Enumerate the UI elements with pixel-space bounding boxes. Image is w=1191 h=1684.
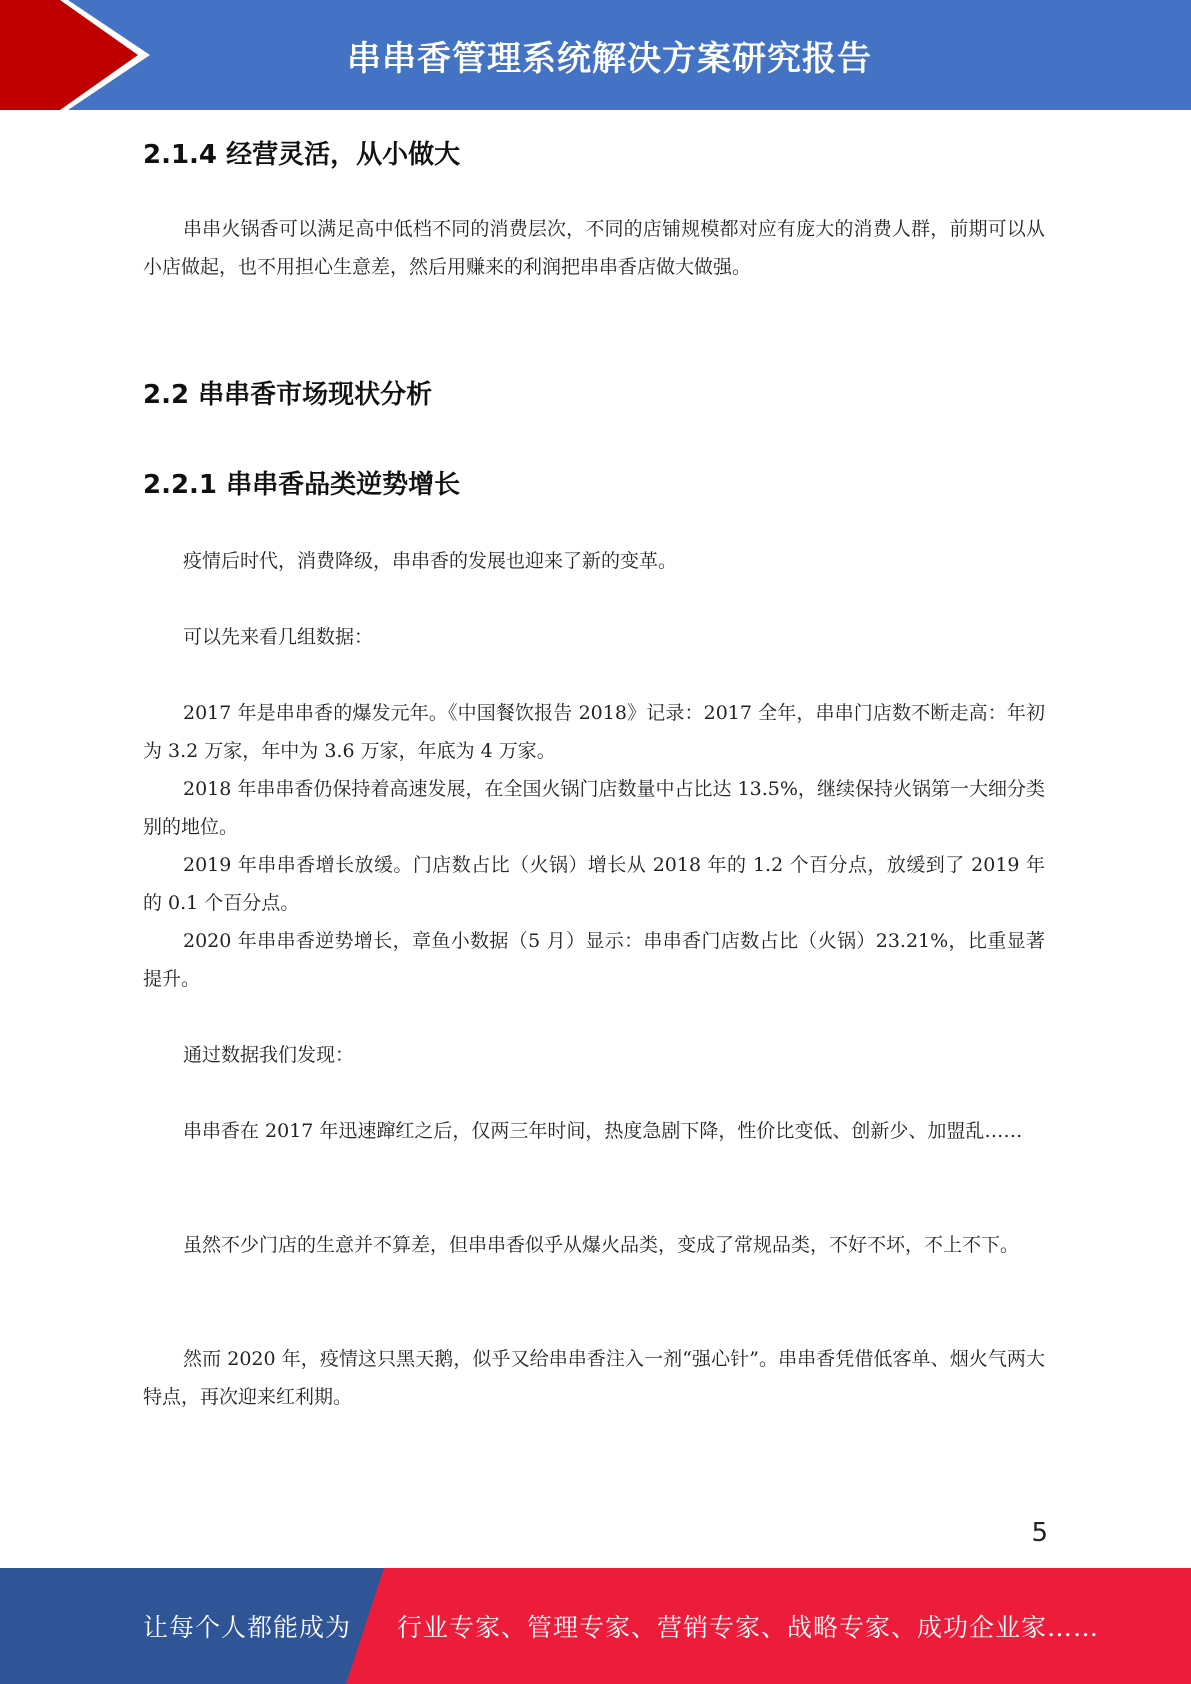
paragraph-found: 通过数据我们发现：	[183, 1044, 355, 1066]
heading-2-2-1: 2.2.1 串串香品类逆势增长	[143, 470, 461, 500]
paragraph-2017: 2017 年是串串香的爆发元年。《中国餐饮报告 2018》记录：2017 全年，串串门店数不断走高：年初为 3.2 万家，年中为 3.6 万家，年底为 4 万家。	[143, 702, 1045, 762]
paragraph-2020-boost: 然而 2020 年，疫情这只黑天鹅，似乎又给串串香注入一剂“强心针”。串串香凭借低客单、烟火气两大特点，再次迎来红利期。	[143, 1348, 1045, 1408]
paragraph-2018: 2018 年串串香仍保持着高速发展，在全国火锅门店数量中占比达 13.5%，继续保持火锅第一大细分类别的地位。	[143, 778, 1045, 838]
paragraph-data-lead: 可以先来看几组数据：	[183, 626, 374, 648]
heading-2-1-4: 2.1.4 经营灵活，从小做大	[143, 140, 461, 170]
page-footer	[0, 1568, 1191, 1684]
report-title: 串串香管理系统解决方案研究报告	[347, 38, 872, 79]
footer-slogan-right: 行业专家、管理专家、营销专家、战略专家、成功企业家……	[397, 1613, 1100, 1642]
paragraph-2020: 2020 年串串香逆势增长，章鱼小数据（5 月）显示：串串香门店数占比（火锅）23.21%，比重显著提升。	[143, 930, 1045, 990]
heading-2-2: 2.2 串串香市场现状分析	[143, 380, 433, 410]
paragraph-2019: 2019 年串串香增长放缓。门店数占比（火锅）增长从 2018 年的 1.2 个百分点，放缓到了 2019 年的 0.1 个百分点。	[143, 854, 1045, 914]
paragraph-decline: 串串香在 2017 年迅速蹿红之后，仅两三年时间，热度急剧下降，性价比变低、创新少、加盟乱……	[183, 1120, 1023, 1142]
paragraph-intro: 疫情后时代，消费降级，串串香的发展也迎来了新的变革。	[183, 550, 678, 572]
paragraph-normal: 虽然不少门店的生意并不算差，但串串香似乎从爆火品类，变成了常规品类，不好不坏，不上不下。	[183, 1234, 1020, 1256]
page-number: 5	[1031, 1518, 1048, 1548]
page-header	[0, 0, 1191, 110]
paragraph-flexible-operation: 串串火锅香可以满足高中低档不同的消费层次，不同的店铺规模都对应有庞大的消费人群，前期可以从小店做起，也不用担心生意差，然后用赚来的利润把串串香店做大做强。	[143, 218, 1045, 278]
footer-slogan-left: 让每个人都能成为	[143, 1613, 352, 1642]
